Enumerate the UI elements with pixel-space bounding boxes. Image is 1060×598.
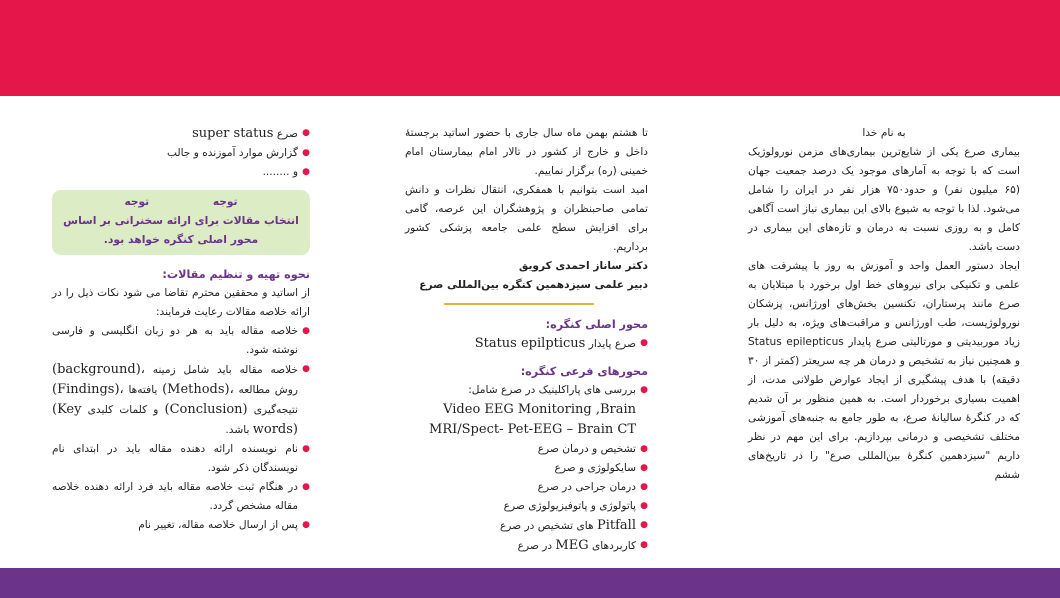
list-item: ● و ........ [52,163,310,182]
congress-axes-column [405,124,648,556]
intro-paragraph-1: بیماری صرع یکی از شایع‌ترین بیماری‌های مزمن نورولوژیک است که با توجه به آمارهای موجود یک درصد جمعیت جهان (۶۵ میلیون نفر) و حدود۷۵۰ هزار نفر در ایران را شامل می‌شود. لذا با توجه به شیوع بالای این بیماری نیاز است آگاهی کامل و به روزی نسبت به درمان و تازه‌های این بیماری در دست باشد. [748,146,1020,253]
list-item [52,124,310,144]
intro-paragraph-2: ایجاد دستور العمل واحد و آموزش به روز با پیشرفت های علمی و تکنیکی برای نیروهای خط اول برخورد با مبتلایان به صرع مانند پرستاران، تکنسین بخش‌های اورژانس، پزشکان نورولوژیست، طب اورژانس و مراقبت‌های ویژه، به دلیل بار زیاد موربیدیتی و مورتالیتی صرع پایدار Status epilepticus و همچنین نیاز به تشخیص و درمان هر چه سریعتر (کمتر از ۳۰ دقیقه) با هدف پیشگیری از ایجاد عوارض طولانی مدت، از اهمیت بسیاری برخوردار است. به همین منظور بر آن شدیم که در کنگرهٔ سالیانهٔ صرع، به طور جامع به جنبه‌های آموزشی مختلف تشخیصی و درمانی بپردازیم. برای این مهم در نظر داریم "سیزدهمین کنگرهٔ بین‌المللی صرع" را در تاریخ‌های ششم [748,260,1020,481]
extra-axes-list [52,124,310,182]
list-item: ● تشخیص و درمان صرع [405,440,648,459]
sub-axes-heading: محورهای فرعی کنگره: [520,365,648,378]
intro-column [748,124,1020,485]
pitfall-text: های تشخیص در صرع [499,520,594,532]
article-rules-list [52,322,310,535]
rule-latin: (Conclusion) [164,402,248,417]
rule-text: باشد. [225,424,250,436]
attention-heading: توجه [212,196,238,208]
main-axis-prefix: صرع پایدار [588,338,636,350]
articles-column [52,124,310,535]
list-item: ● پاتولوژی و پاتوفیزیولوژی صرع [405,497,648,516]
list-item: ● پس از ارسال خلاصه مقاله، تغییر نام [52,516,310,535]
list-item: ● سایکولوژی و صرع [405,459,648,478]
attention-text: انتخاب مقالات برای ارائه سخنرانی بر اساس محور اصلی کنگره خواهد بود. [63,214,299,246]
pitfall-latin: Pitfall [596,518,636,533]
rule-text: و کلمات کلیدی [87,404,159,416]
meg-prefix: کاربردهای [591,540,636,552]
meg-suffix: در صرع [517,540,553,552]
rule-text: یافته‌ها [128,384,158,396]
list-item [405,536,648,556]
list-item: ● نام نویسنده ارائه دهنده مقاله باید در ابتدای نام نویسندگان ذکر شود. [52,440,310,478]
rule-latin: (Methods)، [162,382,234,397]
rule-latin: (Key words) [52,402,298,437]
articles-heading: نحوه تهیه و تنظیم مقالات: [162,268,310,281]
articles-intro: از اساتید و محققین محترم تقاضا می شود نکات ذیل را در ارائه خلاصه مقالات رعایت فرمایند: [52,287,310,318]
rule-text: خلاصه مقاله باید شامل زمینه [152,364,298,376]
list-item: ● خلاصه مقاله باید به هر دو زبان انگلیسی و فارسی نوشته شود. [52,322,310,360]
signature-title: دبیر علمی سیزدهمین کنگره بین‌المللی صرع [419,279,648,291]
main-axis-list [405,334,648,354]
sub-axis-latin: Video EEG Monitoring ,Brain [443,402,636,417]
intro-continuation: تا هشتم بهمن ماه سال جاری با حضور اساتید برجستهٔ داخل و خارج از کشور در تالار امام بیمارستان امام خمینی (ره) برگزار نماییم. [405,127,648,177]
basmala: به نام خدا [862,127,906,139]
divider-line [444,303,594,305]
signature-name: دکتر ساناز احمدی کرویق [518,260,648,272]
main-axis-heading: محور اصلی کنگره: [545,318,648,331]
extra-axis-prefix: صرع [276,128,298,140]
top-color-band [0,0,1060,96]
list-item [405,381,648,440]
attention-box [52,190,310,255]
rule-text: نتیجه‌گیری [253,404,298,416]
main-axis-latin: Status epilpticus [474,336,586,351]
rule-text: روش مطالعه [238,384,298,396]
sub-axis-text: بررسی های پاراکلینیک در صرع شامل: [468,384,636,396]
extra-axis-latin: super status [192,126,274,141]
rule-latin: (Findings)، [52,382,124,397]
list-item [52,360,310,440]
list-item [405,516,648,536]
list-item [405,334,648,354]
rule-latin: (background)، [52,362,145,377]
sub-axes-list [405,381,648,556]
sub-axis-latin: MRI/Spect- Pet-EEG – Brain CT [429,422,636,437]
hope-paragraph: امید است بتوانیم با همفکری، انتقال نظرات و دانش تمامی صاحبنظران و پژوهشگران این عرصه، گامی برای افزایش سطح علمی جامعه پزشکی کشور برداریم. [405,184,648,253]
list-item: ● درمان جراحی در صرع [405,478,648,497]
bottom-color-band [0,568,1060,598]
meg-latin: MEG [555,538,589,553]
list-item: ● گزارش موارد آموزنده و جالب [52,144,310,163]
list-item: ● در هنگام ثبت خلاصه مقاله باید فرد ارائه دهنده خلاصه مقاله مشخص گردد. [52,478,310,516]
attention-heading: توجه [124,196,150,208]
